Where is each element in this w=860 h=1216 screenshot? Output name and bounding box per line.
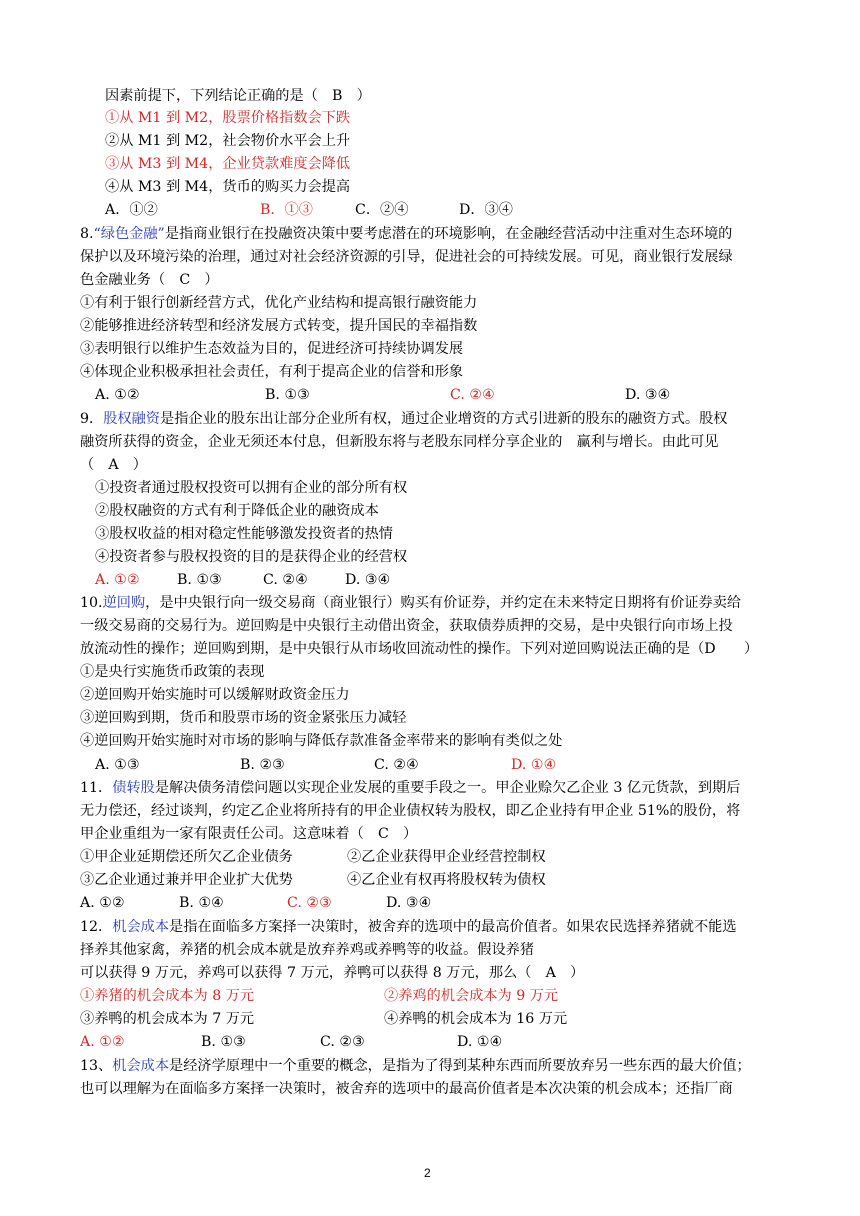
q12-item-1: ①养猪的机会成本为 8 万元 [80, 988, 255, 1004]
q12-option-c: C. ②③ [320, 1034, 365, 1050]
q12-item-3: ③养鸭的机会成本为 7 万元 [80, 1011, 255, 1027]
q7-option-c: C．②④ [355, 202, 409, 218]
q7-item-4: ④从 M3 到 M4，货币的购买力会提高 [105, 179, 351, 195]
q11-line-3: 甲企业重组为一家有限责任公司。这意味着（ C ） [80, 826, 418, 842]
q10-item-2: ②逆回购开始实施时可以缓解财政资金压力 [80, 687, 350, 703]
q11-option-d: D. ③④ [386, 895, 432, 911]
q9-item-1: ①投资者通过股权投资可以拥有企业的部分所有权 [95, 480, 408, 496]
q11-option-c: C. ②③ [287, 895, 332, 911]
q12-line-1 [80, 917, 737, 937]
q8-item-3: ③表明银行以维护生态效益为目的，促进经济可持续协调发展 [80, 341, 464, 357]
q9-line-3: （ A ） [80, 457, 147, 473]
q10-line-3: 放流动性的操作；逆回购到期，是中央银行从市场收回流动性的操作。下列对逆回购说法正确的是（D ） [80, 641, 759, 657]
q10-term: 逆回购 [102, 595, 146, 611]
q12-line-3: 可以获得 9 万元，养鸡可以获得 7 万元，养鸭可以获得 8 万元，那么（ A ） [80, 965, 585, 981]
q10-line-1 [80, 593, 741, 613]
q10-option-b: B. ②③ [240, 757, 285, 773]
q11-option-b: B. ①④ [179, 895, 224, 911]
q9-option-b: B. ①③ [177, 572, 222, 588]
q8-option-a: A. ①② [95, 387, 140, 403]
q12-option-d: D. ①④ [457, 1034, 503, 1050]
q9-line-2: 融资所获得的资金，企业无须还本付息，但新股东将与老股东同样分享企业的 赢利与增长。由此可见 [80, 434, 719, 450]
q8-item-2: ②能够推进经济转型和经济发展方式转变，提升国民的幸福指数 [80, 318, 478, 334]
q9-option-d: D. ③④ [345, 572, 391, 588]
q8-item-4: ④体现企业积极承担社会责任，有利于提高企业的信誉和形象 [80, 364, 464, 380]
page-number: 2 [424, 1166, 431, 1180]
q8-line-1 [80, 224, 732, 244]
q13-line-2: 也可以理解为在面临多方案择一决策时，被舍弃的选项中的最高价值者是本次决策的机会成本；还指厂商 [80, 1081, 733, 1097]
q11-line-2: 无力偿还，经过谈判，约定乙企业将所持有的甲企业债权转为股权，即乙企业持有甲企业 51%的股份，将 [80, 803, 741, 819]
q11-line-1-rest: 是解决债务清偿问题以实现企业发展的重要手段之一。甲企业赊欠乙企业 3 亿元货款，到期后 [154, 780, 741, 796]
q12-term: 机会成本 [112, 919, 170, 935]
q12-item-2: ②养鸡的机会成本为 9 万元 [384, 988, 559, 1004]
q10-option-d: D. ①④ [511, 757, 557, 773]
q11-term: 债转股 [112, 780, 155, 796]
q7-option-a: A．①② [105, 202, 158, 218]
q9-option-a: A. ①② [95, 572, 140, 588]
q8-number: 8. [80, 226, 94, 242]
q11-line-1 [80, 778, 740, 798]
q7-option-d: D．③④ [459, 202, 513, 218]
q9-option-c: C. ②④ [263, 572, 308, 588]
q10-option-c: C. ②④ [374, 757, 419, 773]
q10-item-4: ④逆回购开始实施时对市场的影响与降低存款准备金率带来的影响有类似之处 [80, 733, 563, 749]
q9-item-2: ②股权融资的方式有利于降低企业的融资成本 [95, 503, 379, 519]
q12-line-2: 择养其他家禽，养猪的机会成本就是放弃养鸡或养鸭等的收益。假设养猪 [80, 942, 535, 958]
q8-item-1: ①有利于银行创新经营方式，优化产业结构和提高银行融资能力 [80, 295, 478, 311]
q11-option-a: A. ①② [80, 895, 125, 911]
q13-number: 13、 [80, 1058, 113, 1074]
q10-option-a: A. ①③ [95, 757, 140, 773]
q13-line-1 [80, 1056, 751, 1076]
q9-number: 9． [80, 411, 104, 427]
q7-stem-tail: 因素前提下，下列结论正确的是（ B ） [105, 88, 371, 104]
q12-option-a: A. ①② [80, 1034, 125, 1050]
q8-option-c: C. ②④ [450, 387, 495, 403]
q13-line-1-rest: 是经济学原理中一个重要的概念，是指为了得到某种东西而所要放弃另一些东西的最大价值； [169, 1058, 751, 1074]
q8-line-1-rest: 是指商业银行在投融资决策中要考虑潜在的环境影响，在金融经营活动中注重对生态环境的 [164, 226, 733, 242]
q11-item-1: ①甲企业延期偿还所欠乙企业债务 [80, 849, 293, 865]
q7-item-1: ①从 M1 到 M2，股票价格指数会下跌 [105, 110, 351, 126]
q7-item-3: ③从 M3 到 M4，企业贷款难度会降低 [105, 156, 351, 172]
q9-line-1-rest: 是指企业的股东出让部分企业所有权，通过企业增资的方式引进新的股东的融资方式。股权 [159, 411, 728, 427]
q10-number: 10. [80, 595, 103, 611]
q7-option-b: B．①③ [260, 202, 313, 218]
q9-line-1 [80, 409, 728, 429]
q12-item-4: ④养鸭的机会成本为 16 万元 [384, 1011, 568, 1027]
q11-number: 11． [80, 780, 113, 796]
q8-line-3: 色金融业务（ C ） [80, 272, 219, 288]
q12-line-1-rest: 是指在面临多方案择一决策时，被舍弃的选项中的最高价值者。如果农民选择养猪就不能选 [169, 919, 737, 935]
q12-option-b: B. ①③ [201, 1034, 246, 1050]
q8-option-d: D. ③④ [625, 387, 671, 403]
q9-item-4: ④投资者参与股权投资的目的是获得企业的经营权 [95, 549, 408, 565]
q10-item-3: ③逆回购到期，货币和股票市场的资金紧张压力减轻 [80, 710, 407, 726]
q10-line-2: 一级交易商的交易行为。逆回购是中央银行主动借出资金，获取债券质押的交易，是中央银行向市场上投 [80, 618, 733, 634]
q11-item-4: ④乙企业有权再将股权转为债权 [347, 872, 546, 888]
q13-term: 机会成本 [112, 1058, 170, 1074]
q11-item-3: ③乙企业通过兼并甲企业扩大优势 [80, 872, 293, 888]
q12-number: 12． [80, 919, 113, 935]
q8-term: “绿色金融” [93, 226, 165, 242]
q11-item-2: ②乙企业获得甲企业经营控制权 [347, 849, 546, 865]
q9-item-3: ③股权收益的相对稳定性能够激发投资者的热情 [95, 526, 393, 542]
q10-item-1: ①是央行实施货币政策的表现 [80, 664, 265, 680]
q7-item-2: ②从 M1 到 M2，社会物价水平会上升 [105, 133, 351, 149]
q10-line-1-rest: ，是中央银行向一级交易商（商业银行）购买有价证券，并约定在未来特定日期将有价证券卖给 [145, 595, 742, 611]
q8-option-b: B. ①③ [265, 387, 310, 403]
q9-term: 股权融资 [103, 411, 160, 427]
q8-line-2: 保护以及环境污染的治理，通过对社会经济资源的引导，促进社会的可持续发展。可见，商业银行发展绿 [80, 249, 733, 265]
